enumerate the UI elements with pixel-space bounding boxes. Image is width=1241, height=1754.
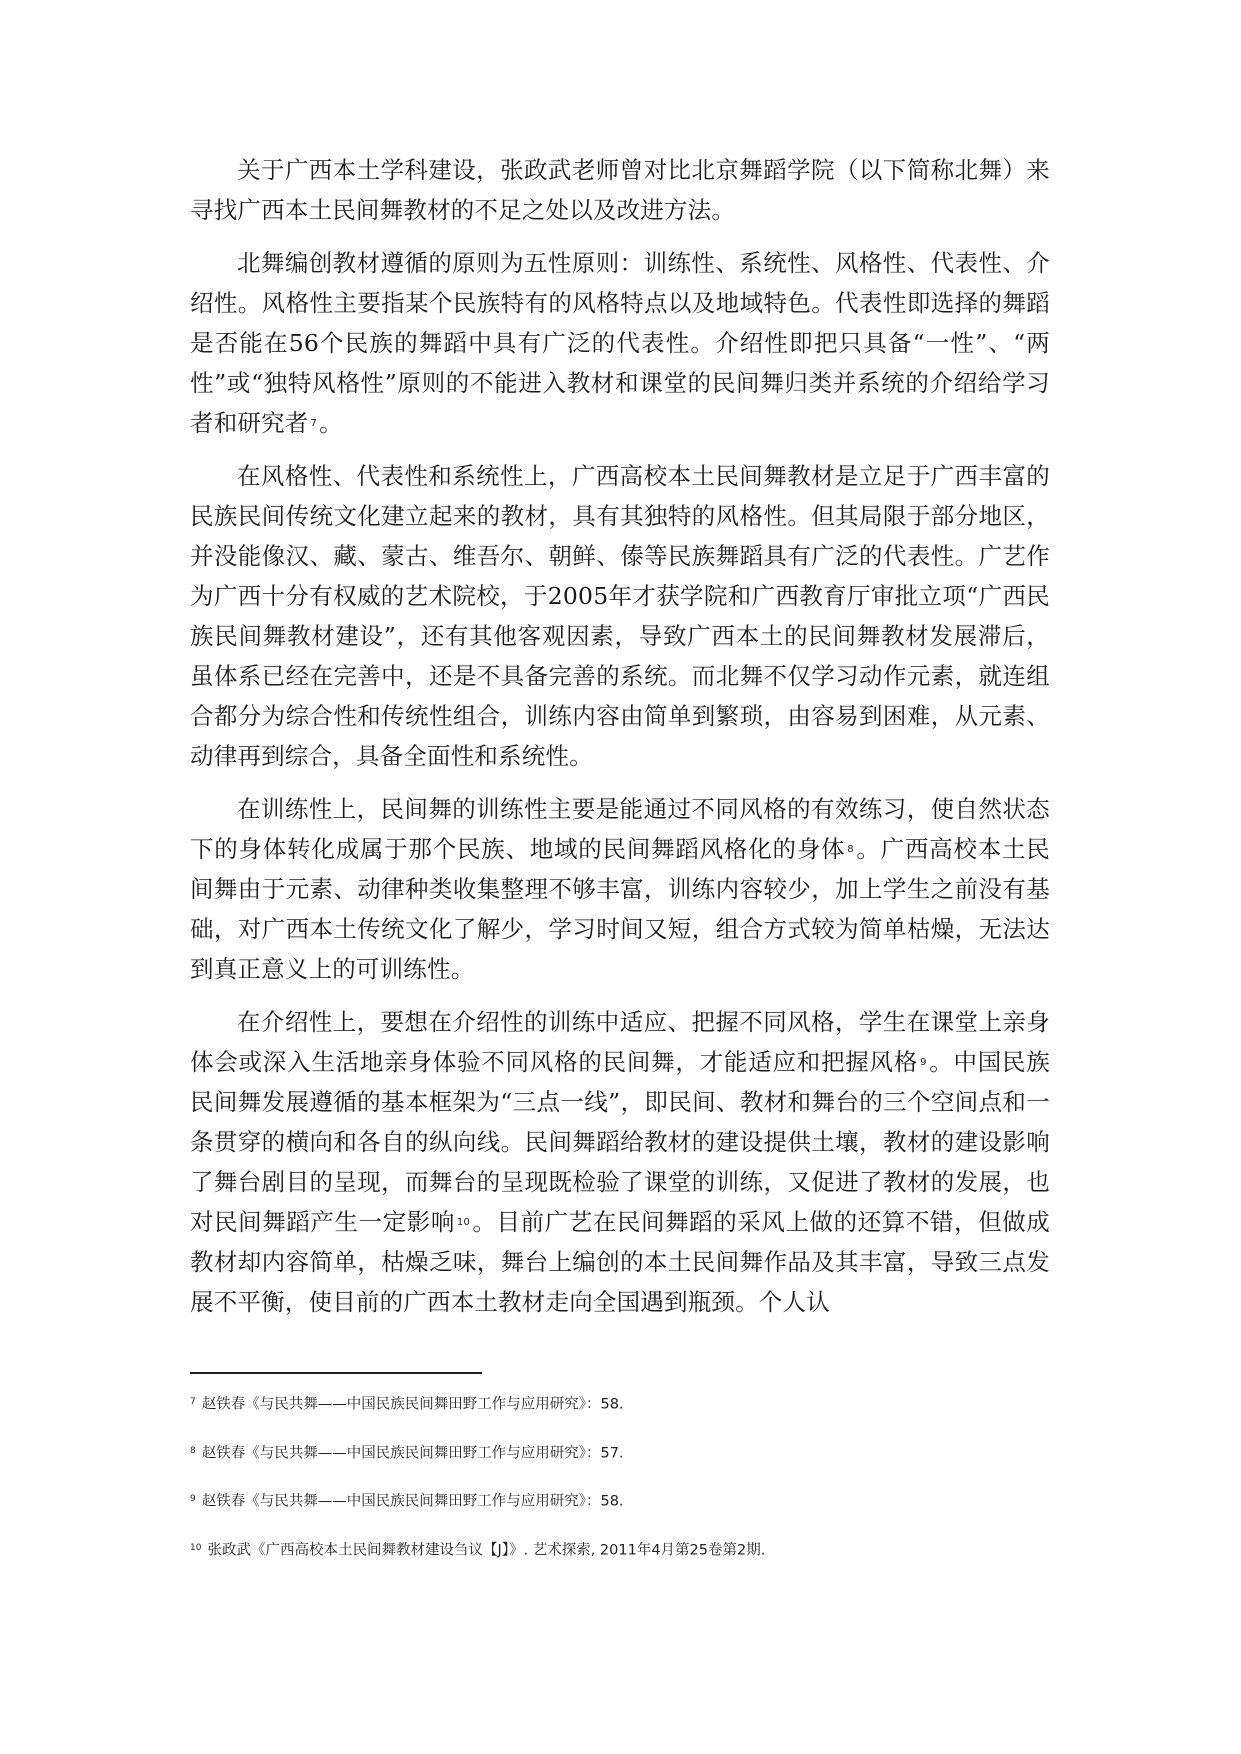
paragraph-5 [190,1002,1050,1322]
footnote-ref-10[interactable]: 10 [456,1216,471,1228]
footnote-number: 7 [190,1397,196,1407]
paragraph-text: 在训练性上，民间舞的训练性主要是能通过不同风格的有效练习，使自然状态下的身体转化成属于那个民族、地域的民间舞蹈风格化的身体 [190,795,1050,863]
paragraph-text: 北舞编创教材遵循的原则为五性原则：训练性、系统性、风格性、代表性、介绍性。风格性主要指某个民族特有的风格特点以及地域特色。代表性即选择的舞蹈是否能在56个民族的舞蹈中具有广泛的代表性。介绍性即把只具备“一性”、“两性”或“独特风格性”原则的不能进入教材和课堂的民间舞归类并系统的介绍给学习者和研究者 [190,249,1050,437]
footnote-8 [190,1441,1050,1464]
paragraph-text: 。目前广艺在民间舞蹈的采风上做的还算不错，但做成教材却内容简单，枯燥乏味，舞台上编创的本土民间舞作品及其丰富，导致三点发展不平衡，使目前的广西本土教材走向全国遇到瓶颈。个人认 [190,1208,1050,1316]
footnotes [190,1392,1050,1586]
footnote-number: 10 [190,1542,202,1553]
footnote-text: 赵铁春《与民共舞——中国民族民间舞田野工作与应用研究》：57. [201,1445,624,1461]
paragraph-text: 。中国民族民间舞发展遵循的基本框架为“三点一线”，即民间、教材和舞台的三个空间点和一条贯穿的横向和各自的纵向线。民间舞蹈给教材的建设提供土壤，教材的建设影响了舞台剧目的呈现，而舞台的呈现既检验了课堂的训练，又促进了教材的发展，也对民间舞蹈产生一定影响 [190,1048,1051,1236]
footnote-text: 张政武《广西高校本土民间舞教材建设刍议【J】》. 艺术探索, 2011年4月第25卷第2期. [207,1542,766,1558]
footnote-number: 9 [190,1494,196,1504]
footnote-text: 赵铁春《与民共舞——中国民族民间舞田野工作与应用研究》：58. [201,1396,624,1413]
paragraph-4 [190,789,1050,989]
paragraph-text: 在介绍性上，要想在介绍性的训练中适应、把握不同风格，学生在课堂上亲身体会或深入生活地亲身体验不同风格的民间舞，才能适应和把握风格 [190,1008,1050,1076]
footnote-7 [190,1392,1050,1415]
paragraph-text: 。 [319,409,343,437]
footnote-separator [190,1372,482,1374]
footnote-9 [190,1489,1050,1512]
paragraph-1 [190,150,1050,230]
paragraph-3 [190,456,1050,776]
footnote-ref-9[interactable]: 9 [920,1056,927,1068]
footnote-ref-7[interactable]: 7 [310,417,318,429]
paragraph-text: 关于广西本土学科建设，张政武老师曾对比北京舞蹈学院（以下简称北舞）来寻找广西本土民间舞教材的不足之处以及改进方法。 [190,156,1050,224]
document-body [190,150,1050,1335]
paragraph-2 [190,243,1050,443]
paragraph-text: 在风格性、代表性和系统性上，广西高校本土民间舞教材是立足于广西丰富的民族民间传统文化建立起来的教材，具有其独特的风格性。但其局限于部分地区，并没能像汉、藏、蒙古、维吾尔、朝鲜、傣等民族舞蹈具有广泛的代表性。广艺作为广西十分有权威的艺术院校，于2005年才获学院和广西教育厅审批立项“广西民族民间舞教材建设”，还有其他客观因素，导致广西本土的民间舞教材发展滞后，虽体系已经在完善中，还是不具备完善的系统。而北舞不仅学习动作元素，就连组合都分为综合性和传统性组合，训练内容由简单到繁琐，由容易到困难，从元素、动律再到综合，具备全面性和系统性。 [190,462,1050,770]
footnote-number: 8 [190,1445,196,1456]
footnote-ref-8[interactable]: 8 [847,843,854,855]
footnote-10 [190,1538,1050,1561]
paragraph-text: 。广西高校本土民间舞由于元素、动律种类收集整理不够丰富，训练内容较少，加上学生之前没有基础，对广西本土传统文化了解少，学习时间又短，组合方式较为简单枯燥，无法达到真正意义上的可训练性。 [190,835,1050,983]
footnote-text: 赵铁春《与民共舞——中国民族民间舞田野工作与应用研究》：58. [201,1493,624,1510]
